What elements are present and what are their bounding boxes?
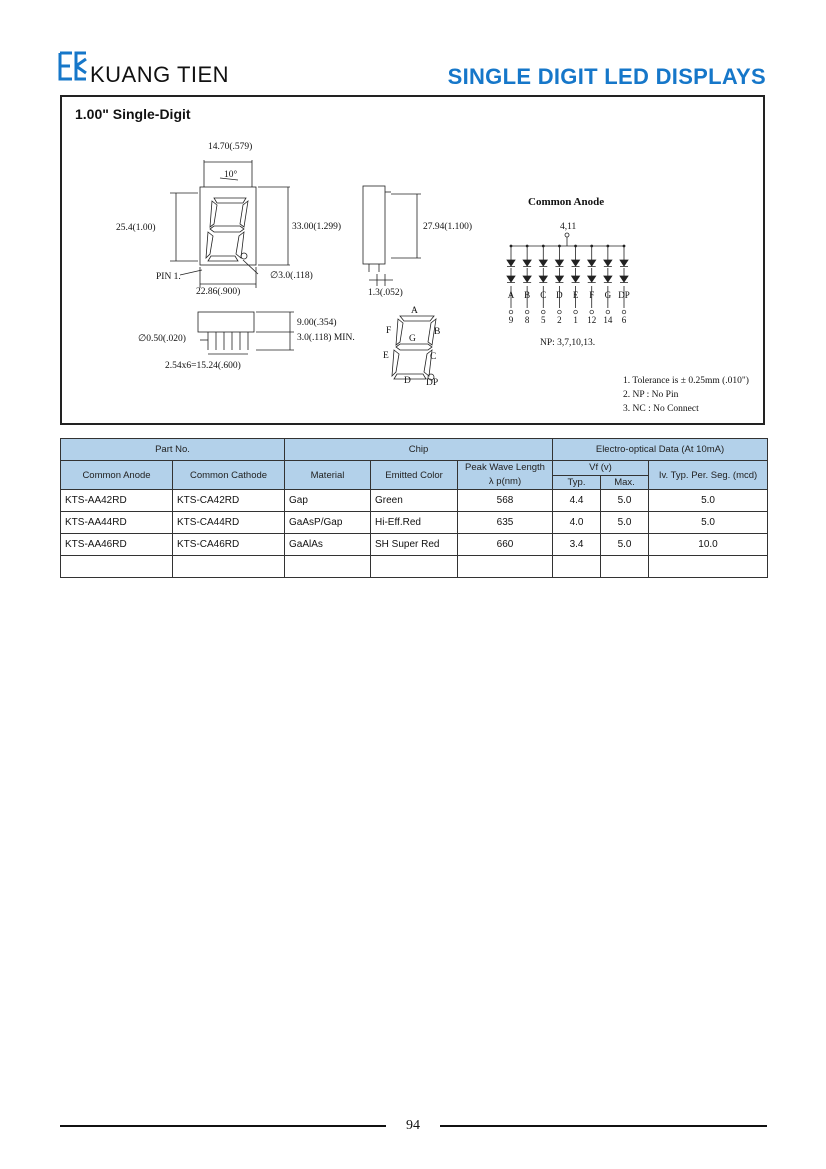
circuit-title: Common Anode (528, 196, 605, 208)
header-emitted-color: Emitted Color (371, 461, 458, 490)
table-row-empty (61, 556, 768, 578)
cell-iv: 5.0 (649, 512, 768, 534)
table-row (61, 490, 768, 512)
dim-pin-min: 3.0(.118) MIN. (297, 333, 355, 343)
header-part-no: Part No. (61, 439, 285, 461)
header-max: Max. (601, 475, 649, 490)
cell-color: Hi-Eff.Red (371, 512, 458, 534)
circuit-pin-label: 12 (587, 315, 597, 325)
header-chip: Chip (285, 439, 553, 461)
cell-vf-typ: 4.0 (553, 512, 601, 534)
header-common-anode: Common Anode (61, 461, 173, 490)
cell-cathode: KTS-CA44RD (173, 512, 285, 534)
spec-table (60, 438, 768, 578)
note-3: 3. NC : No Connect (623, 404, 699, 414)
dim-pin-diameter: ∅0.50(.020) (138, 334, 186, 344)
cell-cathode: KTS-CA46RD (173, 534, 285, 556)
dim-side: 1.3(.052) (368, 288, 403, 298)
circuit-seg-label: DP (618, 290, 630, 300)
cell-vf-typ: 4.4 (553, 490, 601, 512)
kuang-tien-logo-icon (58, 50, 88, 82)
dim-height-left: 25.4(1.00) (116, 223, 156, 233)
footer-rule-right (440, 1125, 767, 1127)
circuit-seg-label: G (604, 290, 612, 300)
logo-text: KUANG TIEN (90, 62, 230, 87)
table-row (61, 534, 768, 556)
cell-material: GaAsP/Gap (285, 512, 371, 534)
header-iv: Iv. Typ. Per. Seg. (mcd) (649, 461, 768, 490)
diode-d (555, 245, 563, 325)
cell-anode: KTS-AA42RD (61, 490, 173, 512)
section-title: 1.00" Single-Digit (75, 106, 191, 122)
side-view-drawing (355, 182, 435, 292)
circuit-seg-label: C (540, 290, 547, 300)
seg-label-dp: DP (426, 378, 439, 388)
seg-label-e: E (383, 351, 389, 361)
circuit-seg-label: F (589, 290, 595, 300)
circuit-np: NP: 3,7,10,13. (540, 338, 596, 348)
header-vf: Vf (v) (553, 461, 649, 476)
header-material: Material (285, 461, 371, 490)
dim-height-mid: 33.00(1.299) (292, 222, 342, 232)
cell-color: SH Super Red (371, 534, 458, 556)
cell-iv: 5.0 (649, 490, 768, 512)
dim-base: 22.86(.900) (196, 287, 241, 297)
circuit-pin-label: 1 (573, 315, 578, 325)
pin-view-drawing (190, 308, 300, 358)
seg-label-d: D (404, 376, 411, 386)
peak-wave-unit: λ p(nm) (488, 476, 522, 487)
page-number: 94 (406, 1118, 420, 1133)
circuit-pin-label: 5 (541, 315, 546, 325)
header-typ: Typ. (553, 475, 601, 490)
cell-material: GaAlAs (285, 534, 371, 556)
dim-pin-length: 9.00(.354) (297, 318, 337, 328)
header-peak-wave (458, 461, 553, 490)
note-2: 2. NP : No Pin (623, 390, 679, 400)
header-electro: Electro-optical Data (At 10mA) (553, 439, 768, 461)
circuit-pin-label: 9 (508, 315, 514, 325)
diode-c (539, 245, 547, 325)
cell-wave: 568 (458, 490, 553, 512)
seg-label-c: C (430, 352, 437, 362)
pin1-label: PIN 1. (156, 272, 181, 282)
seg-label-g: G (409, 334, 416, 344)
cell-anode: KTS-AA46RD (61, 534, 173, 556)
diode-f (587, 245, 596, 325)
table-row (61, 512, 768, 534)
cell-anode: KTS-AA44RD (61, 512, 173, 534)
dim-hole: ∅3.0(.118) (270, 271, 313, 281)
cell-wave: 635 (458, 512, 553, 534)
seg-label-f: F (386, 326, 392, 336)
footer-rule-left (60, 1125, 386, 1127)
cell-iv: 10.0 (649, 534, 768, 556)
circuit-seg-label: B (524, 290, 531, 300)
diode-g (603, 245, 613, 325)
circuit-diagram (500, 232, 635, 332)
circuit-pin-label: 6 (621, 315, 627, 325)
cell-vf-max: 5.0 (601, 490, 649, 512)
cell-wave: 660 (458, 534, 553, 556)
peak-wave-label: Peak Wave Length (465, 462, 545, 473)
diode-e (572, 245, 580, 325)
cell-cathode: KTS-CA42RD (173, 490, 285, 512)
dim-height-right: 27.94(1.100) (423, 222, 473, 232)
circuit-pin-label: 14 (603, 315, 613, 325)
diode-a (507, 245, 515, 325)
cell-color: Green (371, 490, 458, 512)
dim-angle: 10° (224, 170, 238, 180)
seg-label-b: B (434, 327, 441, 337)
diode-b (523, 245, 531, 325)
seg-label-a: A (411, 306, 418, 316)
cell-vf-max: 5.0 (601, 512, 649, 534)
circuit-pin-label: 2 (557, 315, 562, 325)
circuit-seg-label: E (572, 290, 579, 300)
page-title: SINGLE DIGIT LED DISPLAYS (447, 64, 766, 89)
circuit-seg-label: D (556, 290, 563, 300)
note-1: 1. Tolerance is ± 0.25mm (.010") (623, 376, 749, 386)
dim-width: 14.70(.579) (208, 142, 253, 152)
circuit-seg-label: A (507, 290, 515, 300)
dim-pitch: 2.54x6=15.24(.600) (165, 361, 241, 371)
cell-material: Gap (285, 490, 371, 512)
circuit-pin-label: 8 (524, 315, 530, 325)
header-common-cathode: Common Cathode (173, 461, 285, 490)
circuit-common-pins: 4,11 (560, 222, 577, 232)
cell-vf-max: 5.0 (601, 534, 649, 556)
segment-diagram (388, 312, 448, 382)
cell-vf-typ: 3.4 (553, 534, 601, 556)
diode-dp (618, 245, 630, 325)
